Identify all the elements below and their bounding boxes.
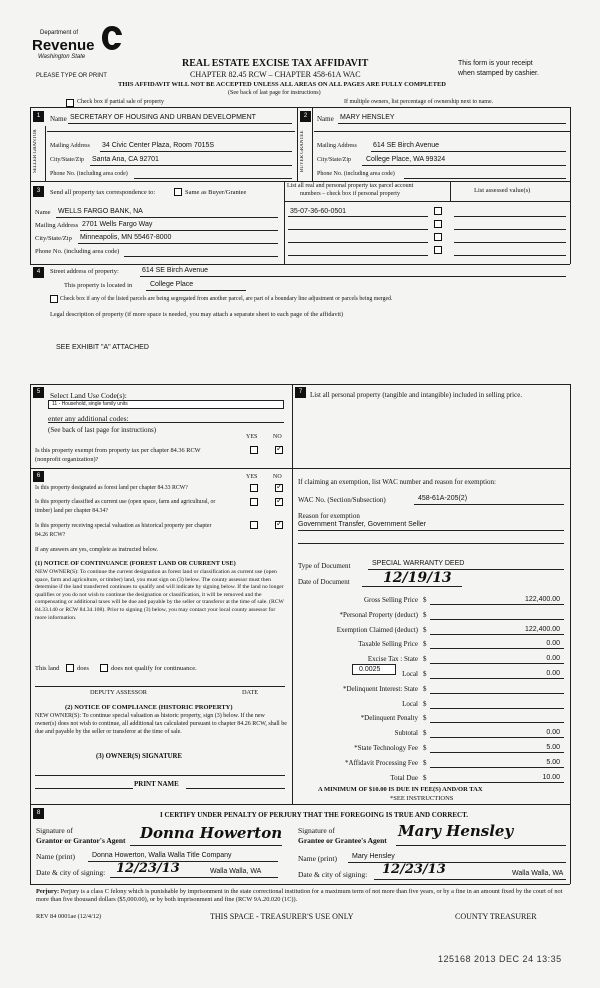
wac-number: 458-61A-205(2)	[418, 495, 468, 502]
grantor-name-label: Name (print)	[36, 852, 75, 861]
reason-label: Reason for exemption	[298, 512, 360, 520]
seller-phone-label: Phone No. (including area code)	[50, 171, 128, 177]
perjury-note	[36, 888, 570, 904]
buyer-mailing-label: Mailing Address	[317, 143, 357, 149]
forest-no-checkbox[interactable]	[275, 484, 283, 492]
amount-label: Gross Selling Price	[363, 596, 418, 604]
seller-mailing: 34 Civic Center Plaza, Room 7015S	[102, 142, 215, 149]
seller-name: SECRETARY OF HOUSING AND URBAN DEVELOPMENT	[70, 114, 256, 121]
amount-label: Local	[402, 670, 418, 678]
exempt-no-checkbox[interactable]	[275, 446, 283, 454]
amount-value: 0.00	[546, 670, 560, 677]
cashier-stamp: 125168 2013 DEC 24 13:35	[438, 954, 562, 964]
amount-value: 10.00	[542, 774, 560, 781]
exemption-label: If claiming an exemption, list WAC number and reason for exemption:	[298, 478, 496, 486]
section5-number: 5	[33, 387, 44, 398]
currency-sign: $	[423, 685, 427, 693]
grantee-name: Mary Hensley	[352, 853, 395, 860]
land-use-code: 11 - Household, single family units	[52, 401, 128, 407]
certify-text: I CERTIFY UNDER PENALTY OF PERJURY THAT THE FOREGOING IS TRUE AND CORRECT.	[160, 811, 469, 819]
currency-sign: $	[423, 655, 427, 663]
deputy-assessor-label: DEPUTY ASSESSOR	[90, 689, 147, 696]
section4-number: 4	[33, 267, 44, 278]
land-use-input[interactable]	[48, 400, 284, 409]
buyer-city: College Place, WA 99324	[366, 156, 446, 163]
street-address: 614 SE Birch Avenue	[142, 267, 209, 274]
deputy-date-label: DATE	[242, 689, 259, 696]
agency-line3: Washington State	[38, 54, 86, 60]
amount-label: *Delinquent Penalty	[360, 714, 418, 722]
section2-number: 2	[300, 111, 311, 122]
perjury-label: Perjury:	[36, 888, 60, 895]
section3-number: 3	[33, 186, 44, 197]
does-not-label: does not qualify for continuance.	[111, 665, 197, 672]
forest-yes-checkbox[interactable]	[250, 484, 258, 492]
segregated-checkbox[interactable]	[50, 295, 58, 303]
section2-side-label: BUYER GRANTEE	[300, 130, 305, 172]
section6-number: 6	[33, 471, 44, 482]
correspondence-name: WELLS FARGO BANK, NA	[58, 208, 143, 215]
correspondence-mailing: 2701 Wells Fargo Way	[82, 221, 153, 228]
located-label: This property is located in	[64, 282, 133, 289]
doc-type: SPECIAL WARRANTY DEED	[372, 560, 465, 567]
same-as-buyer-label: Same as Buyer/Grantee	[185, 189, 247, 196]
does-label: does	[77, 665, 89, 672]
currency-sign: $	[423, 700, 427, 708]
amount-label: *Affidavit Processing Fee	[345, 759, 418, 767]
amount-label: Subtotal	[394, 729, 418, 737]
warning-text: THIS AFFIDAVIT WILL NOT BE ACCEPTED UNLESS ALL AREAS ON ALL PAGES ARE FULLY COMPLETED	[118, 81, 446, 88]
grantor-city: Walla Walla, WA	[210, 868, 262, 875]
grantor-date-city-label: Date & city of signing:	[36, 868, 106, 877]
please-type: PLEASE TYPE OR PRINT	[36, 73, 107, 79]
historic-question: Is this property receiving special valuation as historical property per chapter 84.26 RCW?	[35, 523, 212, 538]
amount-label: *Delinquent Interest: State	[342, 685, 418, 693]
exempt-yes-checkbox[interactable]	[250, 446, 258, 454]
historic-yes-checkbox[interactable]	[250, 521, 258, 529]
section6-no: NO	[273, 474, 282, 480]
current-use-no-checkbox[interactable]	[275, 498, 283, 506]
parcel-checkbox-2[interactable]	[434, 220, 442, 228]
county-treasurer: COUNTY TREASURER	[455, 912, 537, 921]
parcel-checkbox-3[interactable]	[434, 233, 442, 241]
section8-number: 8	[33, 808, 44, 819]
notice1-title: (1) NOTICE OF CONTINUANCE (FOREST LAND OR CURRENT USE)	[35, 560, 236, 567]
grantee-name-label: Name (print)	[298, 854, 337, 863]
see-instructions-note: *SEE INSTRUCTIONS	[390, 795, 454, 802]
segregated-label: Check box if any of the listed parcels are being segregated from another parcel, are part of a boundary line adjustment or parcels being merged.	[60, 296, 393, 302]
agency-line2: Revenue	[32, 37, 95, 54]
section1-side-label: SELLER GRANTOR	[33, 129, 38, 173]
grantee-signature: Mary Hensley	[398, 822, 514, 840]
amount-label: Excise Tax : State	[367, 655, 418, 663]
receipt-note-2: when stamped by cashier.	[458, 70, 539, 77]
partial-sale-checkbox[interactable]	[66, 99, 74, 107]
local-rate-box	[352, 664, 396, 675]
amount-label: *State Technology Fee	[354, 744, 418, 752]
this-land-label: This land	[35, 665, 60, 672]
revenue-logo-icon	[100, 24, 124, 52]
notice2-title: (2) NOTICE OF COMPLIANCE (HISTORIC PROPERTY)	[65, 704, 233, 711]
currency-sign: $	[423, 759, 427, 767]
historic-no-checkbox[interactable]	[275, 521, 283, 529]
parcel-list-header-2: numbers – check box if personal property	[300, 191, 400, 197]
form-number: REV 84 0001ae (12/4/12)	[36, 913, 102, 920]
amount-value: 5.00	[546, 744, 560, 751]
current-use-question: Is this property classified as current use (open space, farm and agricultural, or timber) land per chapter 84.34?	[35, 499, 216, 514]
notice2-body: NEW OWNER(S): To continue special valuation as historic property, sign (3) below. If the new owner(s) does not wish to continue, all additional tax calculated pursuant to chapter 84.26 RCW, shall be due and payable by the seller or transferor at the time of sale.	[35, 713, 287, 735]
buyer-phone-label: Phone No. (including area code)	[317, 171, 395, 177]
grantor-sig-label-2: Grantor or Grantor's Agent	[36, 836, 126, 845]
currency-sign: $	[423, 596, 427, 604]
minimum-note: A MINIMUM OF $10.00 IS DUE IN FEE(S) AND/OR TAX	[318, 786, 483, 793]
perjury-text: Perjury is a class C felony which is punishable by imprisonment in the state correctional institution for a maximum term of not more than five years, or by a fine in an amount fixed by the court of not more than five thousand dollars ($5,000.00), or by both imprisonment and fine (RCW 9A.20.020 (1C)).	[36, 888, 563, 903]
grantee-date: 12/23/13	[382, 862, 446, 877]
receipt-note-1: This form is your receipt	[458, 60, 533, 67]
located-city: College Place	[150, 281, 194, 288]
print-name-label: PRINT NAME	[134, 780, 179, 788]
grantor-date: 12/23/13	[116, 861, 180, 876]
parcel-checkbox-4[interactable]	[434, 246, 442, 254]
doc-date: 12/19/13	[383, 570, 452, 586]
if-yes-note: If any answers are yes, complete as instructed below.	[35, 547, 158, 553]
correspondence-phone-label: Phone No. (including area code)	[35, 248, 120, 255]
exemption-reason: Government Transfer, Government Seller	[298, 521, 426, 528]
treasurer-space: THIS SPACE - TREASURER'S USE ONLY	[210, 912, 354, 921]
amount-value: 0.00	[546, 655, 560, 662]
amount-value: 0.00	[546, 640, 560, 647]
grantee-city: Walla Walla, WA	[512, 870, 564, 877]
buyer-city-label: City/State/Zip	[317, 157, 351, 163]
amount-value: 0.00	[546, 729, 560, 736]
amount-value: 122,400.00	[524, 596, 560, 603]
land-use-see-back: (See back of last page for instructions)	[48, 426, 157, 434]
amount-value: 122,400.00	[524, 626, 560, 633]
form-title: REAL ESTATE EXCISE TAX AFFIDAVIT	[182, 58, 369, 69]
section5-yes: YES	[246, 434, 258, 440]
legal-description: SEE EXHIBIT "A" ATTACHED	[56, 344, 149, 351]
buyer-name-label: Name	[317, 115, 334, 123]
section6-yes: YES	[246, 474, 258, 480]
land-use-label: Select Land Use Code(s):	[50, 391, 127, 400]
currency-sign: $	[423, 611, 427, 619]
see-back-note: (See back of last page for instructions)	[228, 90, 321, 96]
correspondence-label: Send all property tax correspondence to:	[50, 189, 156, 196]
parcel-list-header-1: List all real and personal property tax parcel account	[287, 183, 414, 189]
parcel-checkbox-1[interactable]	[434, 207, 442, 215]
assessed-header: List assessed value(s)	[474, 187, 531, 194]
buyer-mailing: 614 SE Birch Avenue	[373, 142, 440, 149]
amount-label: Local	[402, 700, 418, 708]
local-rate: 0.0025	[359, 666, 381, 673]
owner-signature-label: (3) OWNER(S) SIGNATURE	[96, 753, 182, 760]
parcel-number: 35-07-36-60-0501	[290, 208, 347, 215]
currency-sign: $	[423, 670, 427, 678]
seller-city-label: City/State/Zip	[50, 157, 84, 163]
does-checkbox[interactable]	[66, 664, 74, 672]
currency-sign: $	[423, 744, 427, 752]
currency-sign: $	[423, 714, 427, 722]
correspondence-mailing-label: Mailing Address	[35, 222, 79, 229]
buyer-name: MARY HENSLEY	[340, 114, 395, 121]
currency-sign: $	[423, 729, 427, 737]
multiple-owners-note: If multiple owners, list percentage of ownership next to name.	[344, 99, 494, 105]
amount-label: *Personal Property (deduct)	[339, 611, 418, 619]
grantor-sig-label-1: Signature of	[36, 826, 73, 835]
current-use-yes-checkbox[interactable]	[250, 498, 258, 506]
amount-label: Total Due	[390, 774, 418, 782]
section7-number: 7	[295, 387, 306, 398]
agency-line1: Department of	[40, 30, 79, 36]
currency-sign: $	[423, 640, 427, 648]
legal-description-label: Legal description of property (if more space is needed, you may attach a separate sheet to each page of the affidavit)	[50, 311, 344, 318]
section1-number: 1	[33, 111, 44, 122]
street-label: Street address of property:	[50, 268, 119, 275]
exempt-question: Is this property exempt from property tax per chapter 84.36 RCW (nonprofit organization)?	[35, 447, 201, 463]
form-chapter: CHAPTER 82.45 RCW – CHAPTER 458-61A WAC	[190, 70, 361, 79]
forest-question: Is this property designated as forest land per chapter 84.33 RCW?	[35, 485, 188, 491]
section5-no: NO	[273, 434, 282, 440]
agency-logo	[30, 22, 130, 62]
wac-label: WAC No. (Section/Subsection)	[298, 496, 386, 504]
does-not-checkbox[interactable]	[100, 664, 108, 672]
correspondence-city-label: City/State/Zip	[35, 235, 72, 242]
seller-name-label: Name	[50, 115, 67, 123]
currency-sign: $	[423, 626, 427, 634]
doc-type-label: Type of Document	[298, 562, 351, 570]
grantee-date-city-label: Date & city of signing:	[298, 870, 368, 879]
amount-value: 5.00	[546, 759, 560, 766]
amount-label: Taxable Selling Price	[358, 640, 418, 648]
grantee-sig-label-2: Grantee or Grantee's Agent	[298, 836, 387, 845]
notice1-body: NEW OWNER(S): To continue the current designation as forest land or classification as current use (open space, farm and agriculture, or timber) land, you must sign on (3) below. The county assessor must then determine if the land transferred continues to qualify and will indicate by signing below. If the land no longer qualifies or you do not wish to continue the designation or classification, it will be removed and the compensating or additional taxes will be due and payable by the seller or transferor at the time of sale. (RCW 84.33.140 or RCW 84.34.108). Prior to signing (3) below, you may contact your local county assessor for more information.	[35, 569, 284, 621]
additional-codes-label: enter any additional codes:	[48, 414, 129, 423]
correspondence-city: Minneapolis, MN 55467-8000	[80, 234, 172, 241]
correspondence-name-label: Name	[35, 209, 51, 216]
currency-sign: $	[423, 774, 427, 782]
grantor-name: Donna Howerton, Walla Walla Title Company	[92, 852, 232, 859]
seller-city: Santa Ana, CA 92701	[92, 156, 159, 163]
amount-label: Exemption Claimed (deduct)	[336, 626, 418, 634]
grantor-signature: Donna Howerton	[140, 824, 283, 842]
same-as-buyer-checkbox[interactable]	[174, 188, 182, 196]
seller-mailing-label: Mailing Address	[50, 143, 90, 149]
partial-sale-label: Check box if partial sale of property	[77, 99, 164, 105]
doc-date-label: Date of Document	[298, 578, 350, 586]
personal-property-label: List all personal property (tangible and intangible) included in selling price.	[310, 391, 523, 399]
grantee-sig-label-1: Signature of	[298, 826, 335, 835]
